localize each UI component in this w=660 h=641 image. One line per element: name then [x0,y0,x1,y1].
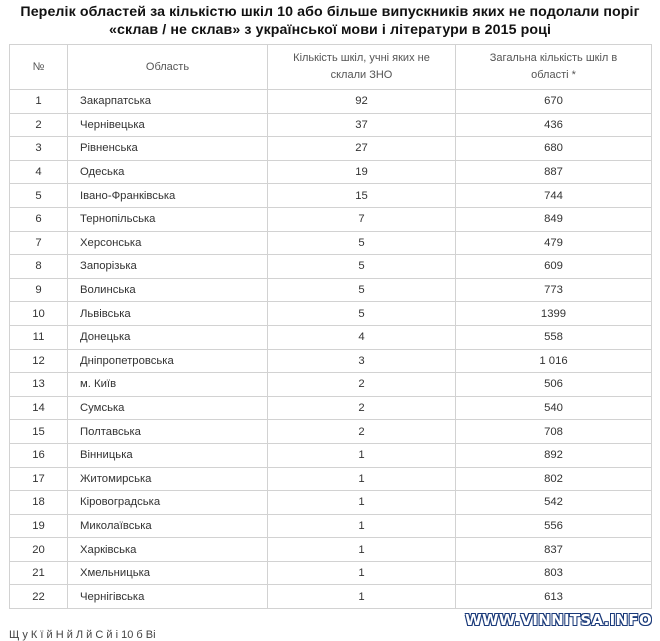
cell-num: 11 [10,325,68,349]
cell-region: Вінницька [68,443,268,467]
cell-region: Одеська [68,160,268,184]
cell-schools-failed: 5 [268,302,456,326]
cell-total-schools: 558 [456,325,652,349]
cell-num: 14 [10,396,68,420]
table-row [10,231,652,255]
cell-schools-failed: 2 [268,396,456,420]
cell-total-schools: 680 [456,137,652,161]
cell-schools-failed: 5 [268,255,456,279]
cell-num: 8 [10,255,68,279]
cell-num: 20 [10,538,68,562]
cell-schools-failed: 1 [268,491,456,515]
cell-region: Івано-Франківська [68,184,268,208]
table-row [10,325,652,349]
cell-num: 12 [10,349,68,373]
cell-schools-failed: 37 [268,113,456,137]
header-total-schools: Загальна кількість шкіл в області * [456,45,652,90]
cell-total-schools: 887 [456,160,652,184]
cell-schools-failed: 1 [268,585,456,609]
cell-total-schools: 892 [456,443,652,467]
cell-schools-failed: 5 [268,278,456,302]
table-row [10,443,652,467]
cell-region: Дніпропетровська [68,349,268,373]
cell-num: 7 [10,231,68,255]
cell-region: Тернопільська [68,207,268,231]
cell-region: м. Київ [68,373,268,397]
cell-schools-failed: 2 [268,420,456,444]
cell-region: Закарпатська [68,90,268,114]
cell-region: Чернівецька [68,113,268,137]
page-title [0,3,660,39]
table-row [10,373,652,397]
cell-region: Харківська [68,538,268,562]
cell-total-schools: 540 [456,396,652,420]
cell-num: 16 [10,443,68,467]
table-header-row [10,45,652,90]
cell-schools-failed: 3 [268,349,456,373]
cell-total-schools: 479 [456,231,652,255]
cell-total-schools: 542 [456,491,652,515]
cell-region: Хмельницька [68,561,268,585]
title-line-1: Перелік областей за кількістю шкіл 10 або більше випускників яких не подолали поріг [20,4,640,20]
cell-num: 2 [10,113,68,137]
table-row [10,160,652,184]
cell-total-schools: 436 [456,113,652,137]
table-row [10,538,652,562]
cell-schools-failed: 1 [268,443,456,467]
cell-schools-failed: 2 [268,373,456,397]
cell-num: 10 [10,302,68,326]
table-row [10,278,652,302]
header-region: Область [68,45,268,90]
table-row [10,491,652,515]
table-row [10,90,652,114]
regions-table [9,44,652,609]
table-row [10,585,652,609]
cell-num: 21 [10,561,68,585]
cell-schools-failed: 1 [268,467,456,491]
table-row [10,514,652,538]
table-row [10,137,652,161]
cell-num: 3 [10,137,68,161]
cell-schools-failed: 1 [268,538,456,562]
watermark-logo: WWW.VINNITSA.INFO [465,611,652,629]
cell-region: Херсонська [68,231,268,255]
cell-num: 1 [10,90,68,114]
cell-region: Житомирська [68,467,268,491]
cell-schools-failed: 19 [268,160,456,184]
cell-schools-failed: 27 [268,137,456,161]
cell-schools-failed: 5 [268,231,456,255]
cell-total-schools: 773 [456,278,652,302]
cell-region: Львівська [68,302,268,326]
cell-total-schools: 613 [456,585,652,609]
cell-num: 18 [10,491,68,515]
table-row [10,184,652,208]
cell-region: Кіровоградська [68,491,268,515]
cell-schools-failed: 15 [268,184,456,208]
cell-region: Миколаївська [68,514,268,538]
header-num: № [10,45,68,90]
cell-total-schools: 837 [456,538,652,562]
table-row [10,302,652,326]
table-row [10,113,652,137]
cell-total-schools: 708 [456,420,652,444]
table-row [10,396,652,420]
cell-schools-failed: 7 [268,207,456,231]
cell-num: 13 [10,373,68,397]
cell-total-schools: 506 [456,373,652,397]
table-body [10,90,652,609]
cell-region: Запорізька [68,255,268,279]
cell-num: 9 [10,278,68,302]
table-row [10,207,652,231]
cell-region: Волинська [68,278,268,302]
table-row [10,467,652,491]
cell-schools-failed: 92 [268,90,456,114]
cell-total-schools: 803 [456,561,652,585]
cell-schools-failed: 1 [268,514,456,538]
cell-schools-failed: 4 [268,325,456,349]
cell-total-schools: 556 [456,514,652,538]
cell-num: 17 [10,467,68,491]
cell-region: Донецька [68,325,268,349]
table-row [10,561,652,585]
cell-region: Рівненська [68,137,268,161]
cell-num: 4 [10,160,68,184]
cell-num: 22 [10,585,68,609]
cell-num: 6 [10,207,68,231]
cell-total-schools: 1399 [456,302,652,326]
cell-region: Полтавська [68,420,268,444]
title-line-2: «склав / не склав» з української мови і літератури в 2015 році [108,22,552,38]
table-row [10,255,652,279]
cell-region: Чернігівська [68,585,268,609]
cell-total-schools: 849 [456,207,652,231]
table-row [10,349,652,373]
cell-num: 15 [10,420,68,444]
table-row [10,420,652,444]
cell-num: 5 [10,184,68,208]
cell-total-schools: 670 [456,90,652,114]
cell-schools-failed: 1 [268,561,456,585]
cell-total-schools: 609 [456,255,652,279]
cell-total-schools: 802 [456,467,652,491]
header-schools-failed: Кількість шкіл, учні яких не склали ЗНО [268,45,456,90]
footnote-text: Щ у К ї й Н й Л й С й і 10 б Ві [9,629,156,641]
cell-region: Сумська [68,396,268,420]
cell-num: 19 [10,514,68,538]
cell-total-schools: 744 [456,184,652,208]
cell-total-schools: 1 016 [456,349,652,373]
